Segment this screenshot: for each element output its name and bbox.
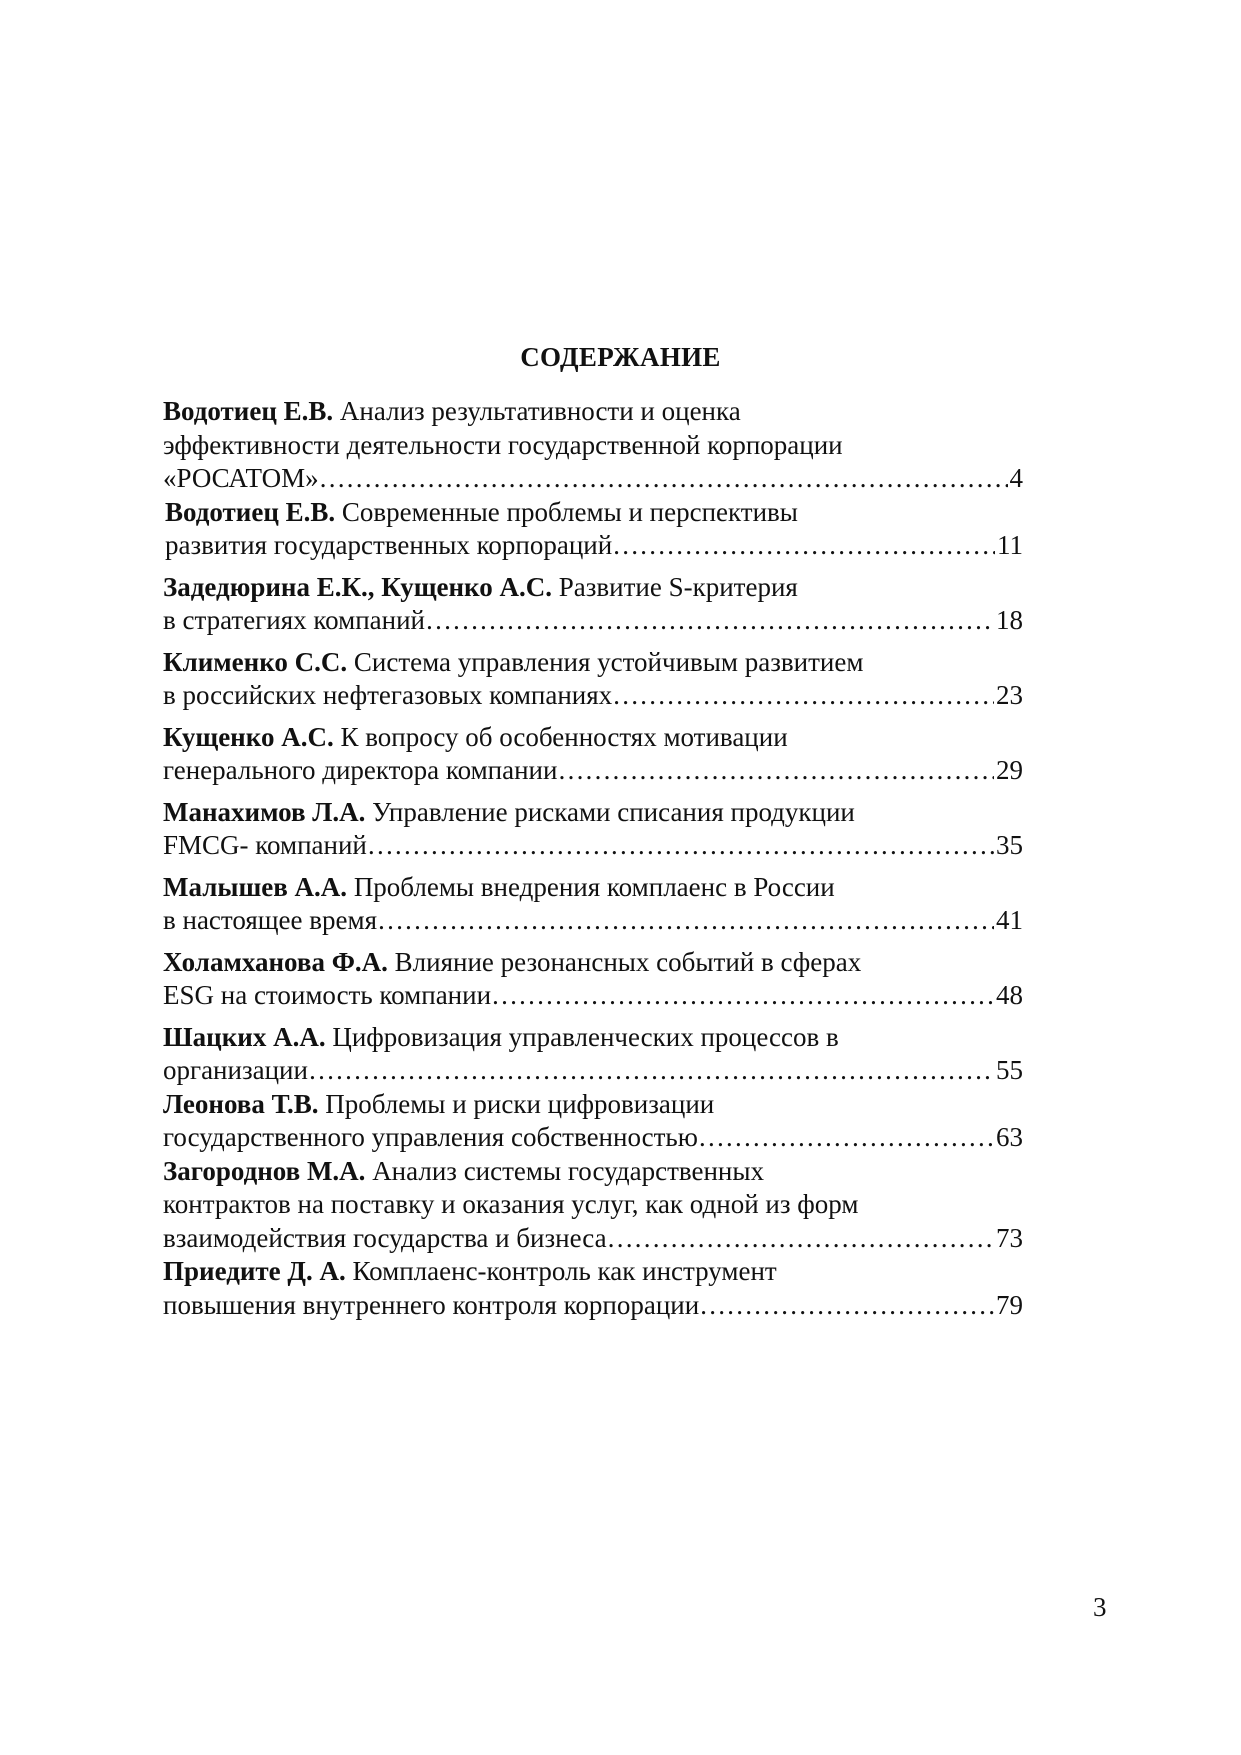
toc-entry-first-line (163, 1021, 1023, 1055)
toc-entry-line: контрактов на поставку и оказания услуг, как одной из форм (163, 1189, 859, 1219)
toc-entry-last-line (163, 462, 1023, 496)
toc-entry-title-end: взаимодействия государства и бизнеса (163, 1222, 607, 1253)
table-of-contents (163, 395, 1023, 1322)
toc-entry-author: Водотиец Е.В. (163, 396, 334, 426)
dot-leader (607, 1222, 994, 1256)
dot-leader (319, 462, 1008, 496)
toc-entry-page: 35 (996, 830, 1023, 860)
page-number: 3 (1093, 1592, 1107, 1622)
toc-entry-last-line (163, 1222, 1023, 1256)
toc-entry-title: Система управления устойчивым развитием (347, 646, 864, 677)
toc-entry-page: 41 (996, 905, 1023, 935)
dot-leader (308, 1054, 994, 1088)
toc-entry-first-line (163, 946, 1023, 980)
page-title: СОДЕРЖАНИЕ (520, 342, 721, 372)
toc-entry-page: 48 (996, 980, 1023, 1010)
toc-entry-title-end: в российских нефтегазовых компаниях (163, 680, 613, 710)
toc-entry-author: Кущенко А.С. (163, 721, 334, 752)
toc-entry-title-end: в настоящее время (163, 905, 378, 935)
toc-entry-last-line (163, 1054, 1023, 1088)
dot-leader (491, 979, 994, 1013)
toc-entry[interactable] (163, 496, 1023, 563)
toc-entry-last-line (163, 604, 1023, 638)
toc-entry-page: 18 (996, 605, 1023, 635)
toc-entry[interactable] (163, 721, 1023, 788)
toc-entry-author: Приедите Д. А. (163, 1256, 346, 1286)
toc-entry[interactable] (163, 946, 1023, 1013)
toc-entry-author: Малышев А.А. (163, 871, 348, 902)
toc-entry-page: 79 (996, 1289, 1023, 1320)
toc-entry-last-line (163, 754, 1023, 788)
toc-entry[interactable] (163, 1088, 1023, 1155)
toc-entry-title: Развитие S-критерия (551, 571, 798, 602)
toc-entry-last-line (163, 1289, 1023, 1323)
toc-entry-title-end: FMCG- компаний (163, 830, 367, 860)
dot-leader (377, 904, 994, 938)
toc-entry[interactable] (163, 1255, 1023, 1322)
toc-entry-author: Клименко С.С. (163, 646, 348, 677)
toc-entry-author: Задедюрина Е.К., Кущенко А.С. (163, 571, 552, 602)
toc-entry[interactable] (163, 395, 1023, 496)
toc-entry-title: Проблемы и риски цифровизации (318, 1088, 715, 1119)
dot-leader (699, 1289, 994, 1323)
toc-entry-page: 11 (997, 530, 1023, 560)
toc-entry-title: Управление рисками списания продукции (365, 796, 855, 827)
toc-entry-first-line (163, 395, 1023, 429)
toc-entry-title: К вопросу об особенностях мотивации (333, 721, 788, 752)
toc-entry-first-line (163, 721, 1023, 755)
toc-entry-first-line (165, 496, 1023, 530)
dot-leader (425, 604, 994, 638)
toc-entry-last-line (163, 829, 1023, 863)
toc-entry-last-line (163, 904, 1023, 938)
toc-entry[interactable] (163, 1021, 1023, 1088)
toc-entry-title-end: «РОСАТОМ» (163, 463, 319, 493)
toc-entry-first-line (163, 1255, 1023, 1289)
toc-entry-title-end: генерального директора компании (163, 755, 558, 785)
toc-entry-author: Леонова Т.В. (163, 1088, 319, 1119)
toc-entry-author: Манахимов Л.А. (163, 796, 366, 827)
toc-entry-title: Комплаенс-контроль как инструмент (345, 1256, 777, 1286)
toc-entry-title: Современные проблемы и перспективы (335, 496, 798, 527)
toc-entry-last-line (163, 979, 1023, 1013)
toc-entry-title: Влияние резонансных событий в сферах (387, 946, 862, 977)
toc-entry[interactable] (163, 646, 1023, 713)
dot-leader (698, 1121, 994, 1155)
toc-entry-author: Загороднов М.А. (163, 1155, 366, 1186)
toc-entry-author: Водотиец Е.В. (165, 496, 336, 527)
toc-entry-line: эффективности деятельности государственной корпорации (163, 429, 843, 460)
dot-leader (557, 754, 994, 788)
toc-entry-first-line (163, 646, 1023, 680)
toc-entry-title-end: повышения внутреннего контроля корпорации (163, 1289, 700, 1320)
dot-leader (367, 829, 994, 863)
toc-entry-last-line (163, 679, 1023, 713)
toc-entry-page: 63 (996, 1122, 1023, 1152)
toc-entry-title-end: ESG на стоимость компании (163, 980, 492, 1010)
toc-entry-author: Холамханова Ф.А. (163, 946, 388, 977)
toc-entry-last-line (163, 1121, 1023, 1155)
toc-entry-title: Анализ результативности и оценка (333, 396, 741, 426)
toc-entry-page: 23 (996, 680, 1023, 710)
toc-entry[interactable] (163, 571, 1023, 638)
dot-leader (612, 529, 995, 563)
toc-entry-title-end: в стратегиях компаний (163, 605, 425, 635)
toc-entry-title-end: государственного управления собственностью (163, 1122, 698, 1152)
toc-entry-author: Шацких А.А. (163, 1021, 326, 1052)
toc-entry-title-end: развития государственных корпораций (165, 530, 613, 560)
toc-entry-title-end: организации (163, 1055, 308, 1085)
toc-entry-title: Проблемы внедрения комплаенс в России (347, 871, 835, 902)
toc-entry-page: 29 (996, 755, 1023, 785)
toc-entry-first-line (163, 1088, 1023, 1122)
toc-entry[interactable] (163, 1155, 1023, 1256)
toc-entry-first-line (163, 1155, 1023, 1189)
toc-entry-title: Цифровизация управленческих процессов в (325, 1021, 839, 1052)
toc-entry-first-line (163, 871, 1023, 905)
toc-entry-first-line (163, 571, 1023, 605)
toc-entry-page: 55 (996, 1055, 1023, 1085)
toc-entry-first-line (163, 796, 1023, 830)
toc-entry[interactable] (163, 796, 1023, 863)
toc-entry-title: Анализ системы государственных (365, 1155, 764, 1186)
toc-entry-page: 4 (1009, 463, 1023, 493)
dot-leader (612, 679, 994, 713)
toc-entry-page: 73 (996, 1222, 1023, 1253)
toc-entry[interactable] (163, 871, 1023, 938)
toc-entry-last-line (165, 529, 1023, 563)
